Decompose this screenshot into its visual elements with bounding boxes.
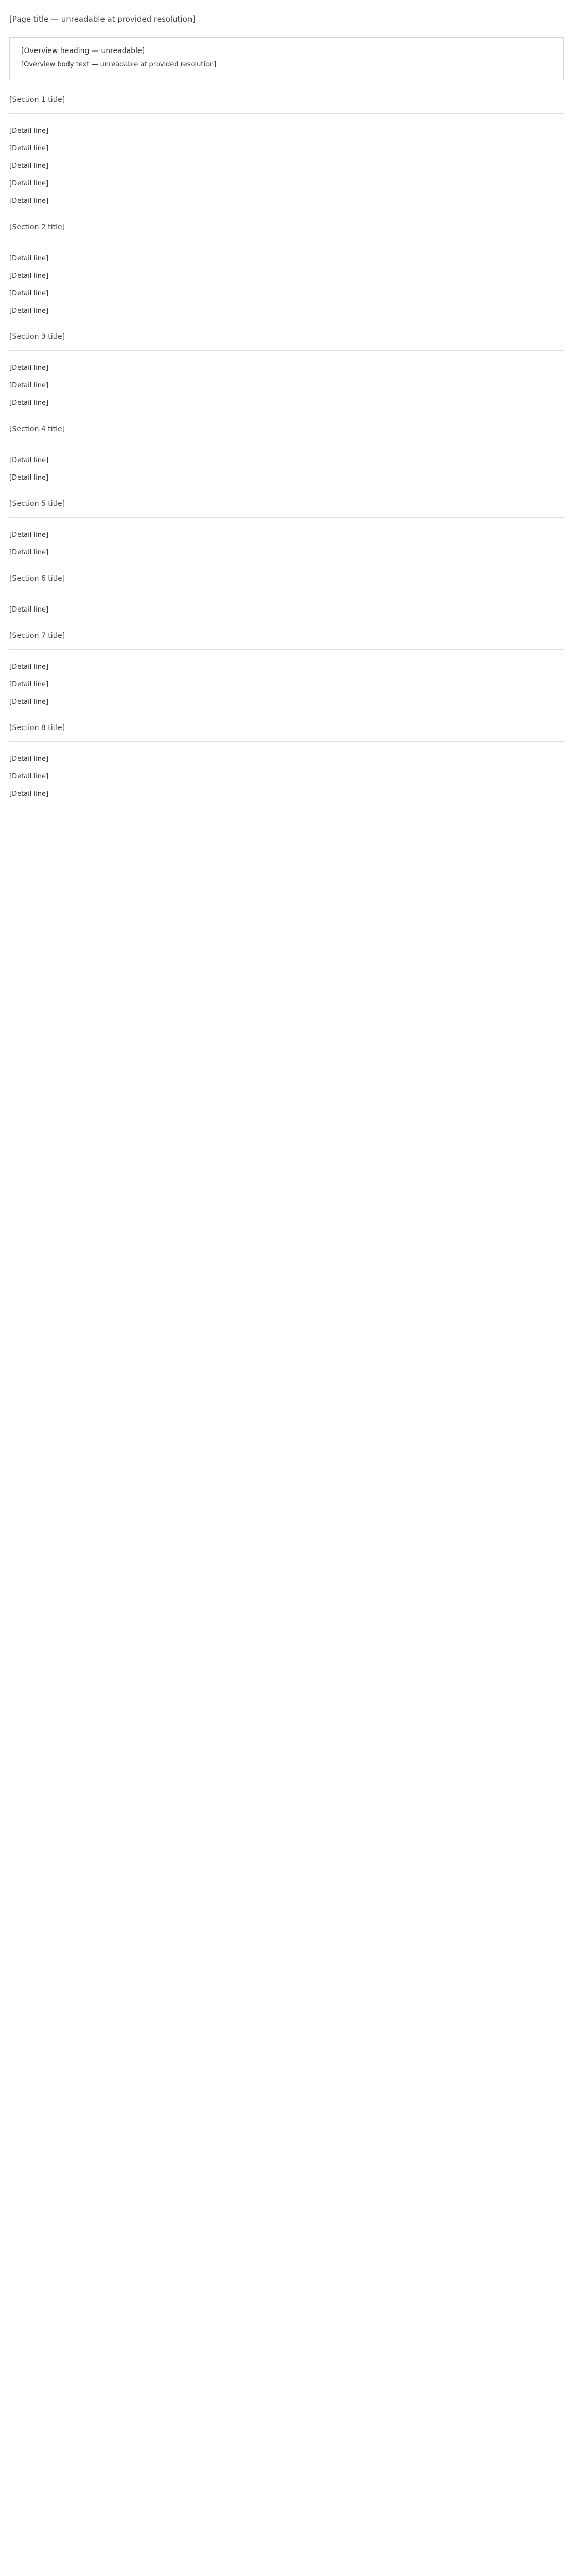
bottom-spacer — [9, 806, 564, 899]
section — [9, 632, 564, 708]
detail-line: [Detail line] — [9, 255, 49, 262]
section-divider — [9, 741, 564, 742]
detail-line: [Detail line] — [9, 698, 49, 706]
section-divider — [9, 649, 564, 650]
section — [9, 223, 564, 317]
detail-line: [Detail line] — [9, 127, 49, 135]
detail-line: [Detail line] — [9, 290, 49, 297]
section-title: [Section 2 title] — [9, 223, 65, 231]
section — [9, 500, 564, 559]
document-page — [0, 0, 573, 913]
detail-line: [Detail line] — [9, 474, 49, 482]
overview-body: [Overview body text — unreadable at provided resolution] — [21, 61, 217, 69]
section-title: [Section 8 title] — [9, 724, 65, 732]
section-title: [Section 4 title] — [9, 425, 65, 433]
section-title: [Section 6 title] — [9, 574, 65, 583]
section-title: [Section 3 title] — [9, 333, 65, 341]
detail-line: [Detail line] — [9, 364, 49, 372]
detail-line: [Detail line] — [9, 145, 49, 152]
section — [9, 96, 564, 208]
section-title: [Section 7 title] — [9, 632, 65, 640]
section — [9, 333, 564, 410]
page-title: [Page title — unreadable at provided resolution] — [9, 14, 196, 24]
overview-box — [9, 37, 564, 80]
detail-line: [Detail line] — [9, 180, 49, 188]
detail-line: [Detail line] — [9, 272, 49, 280]
detail-line: [Detail line] — [9, 307, 49, 315]
detail-line: [Detail line] — [9, 773, 49, 781]
section-divider — [9, 350, 564, 351]
section-divider — [9, 113, 564, 114]
overview-heading: [Overview heading — unreadable] — [21, 47, 145, 55]
detail-line: [Detail line] — [9, 549, 49, 556]
detail-line: [Detail line] — [9, 755, 49, 763]
section — [9, 724, 564, 801]
section-title: [Section 1 title] — [9, 96, 65, 104]
section — [9, 425, 564, 484]
section-divider — [9, 517, 564, 518]
detail-line: [Detail line] — [9, 456, 49, 464]
section — [9, 574, 564, 616]
section-title: [Section 5 title] — [9, 500, 65, 508]
detail-line: [Detail line] — [9, 399, 49, 407]
detail-line: [Detail line] — [9, 162, 49, 170]
detail-line: [Detail line] — [9, 382, 49, 389]
detail-line: [Detail line] — [9, 681, 49, 688]
detail-line: [Detail line] — [9, 606, 49, 614]
detail-line: [Detail line] — [9, 197, 49, 205]
detail-line: [Detail line] — [9, 790, 49, 798]
detail-line: [Detail line] — [9, 663, 49, 671]
sections-container — [9, 96, 564, 801]
detail-line: [Detail line] — [9, 531, 49, 539]
